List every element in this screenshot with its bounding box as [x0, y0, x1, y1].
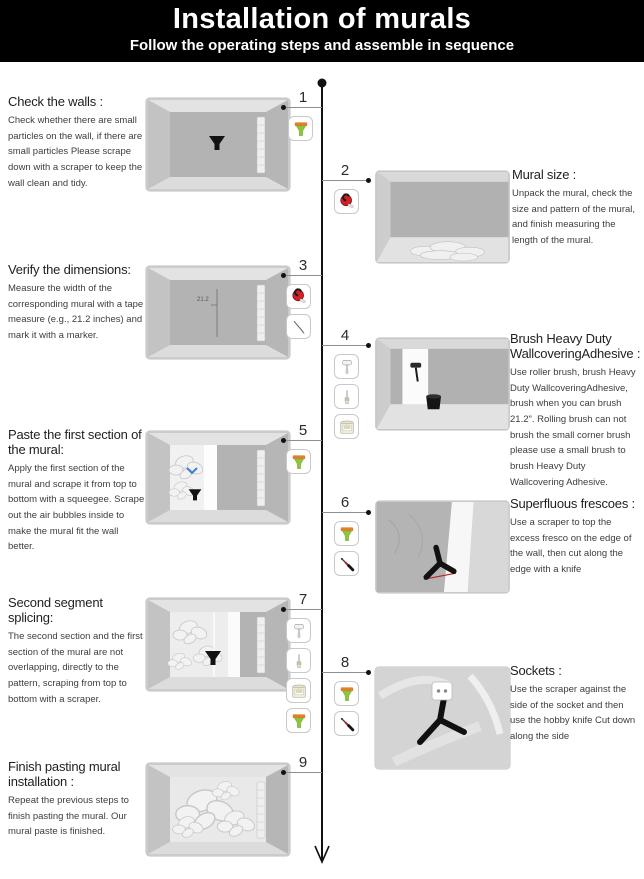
- step-1-text: [8, 95, 146, 191]
- step-title: Superfluous frescoes :: [510, 496, 635, 511]
- page-subtitle: Follow the operating steps and assemble in sequence: [129, 37, 515, 54]
- step-4-text: [510, 332, 642, 490]
- marker-icon: [286, 314, 311, 339]
- step-body: Repeat the previous steps to finish pasting the mural. Our mural paste is finished.: [8, 794, 129, 838]
- step-1-connector: [284, 88, 322, 108]
- step-body: Measure the width of the corresponding mural with a tape measure (e.g., 21.2 inches) and mark it with a marker.: [8, 282, 144, 341]
- scraper-icon: [288, 116, 313, 141]
- step-title: Check the walls :: [8, 94, 103, 109]
- scraper-icon: [334, 521, 359, 546]
- adhesive-strip: [402, 349, 428, 404]
- scraper-icon: [334, 681, 359, 706]
- step-body: Use roller brush, brush Heavy Duty WallcoveringAdhesive, brush when you can brush 21.2". Rolling brush can not brush the small corner brush please use a small brush to brush Heavy Duty Wallcovering Adhesive.: [510, 366, 636, 488]
- step-1-image: [145, 97, 291, 192]
- step-number: 3: [298, 257, 308, 274]
- step-5-tools: [286, 449, 313, 479]
- step-6-image: [374, 500, 511, 594]
- step-5-connector: [284, 421, 322, 441]
- step-body: Check whether there are small particles on the wall, if there are small particles Please scrape down with a scraper to keep the wall clean and tidy.: [8, 114, 143, 189]
- step-8-connector: [322, 653, 368, 673]
- step-6-connector: [322, 493, 368, 513]
- brush-icon: [334, 384, 359, 409]
- wall-socket: [432, 682, 452, 700]
- scraper-icon: [286, 449, 311, 474]
- step-number: 4: [340, 327, 350, 344]
- step-title: Second segment splicing:: [8, 595, 103, 625]
- step-body: Use the scraper against the side of the socket and then use the hobby knife Cut down along the side: [510, 683, 636, 742]
- page-title: Installation of murals: [172, 3, 472, 35]
- step-7-image: [145, 597, 291, 692]
- step-9-image: [145, 762, 291, 857]
- step-body: The second section and the first section of the mural are not overlapping, directly to the pattern, scraping from top to bottom with a scraper.: [8, 630, 143, 705]
- step-title: Brush Heavy Duty WallcoveringAdhesive :: [510, 331, 641, 361]
- step-2-tools: [334, 189, 361, 219]
- step-body: Use a scraper to top the excess fresco on the edge of the wall, then cut along the edge with a knife: [510, 516, 632, 575]
- step-8-tools: [334, 681, 361, 741]
- step-title: Paste the first section of the mural:: [8, 427, 142, 457]
- scraper-icon: [286, 708, 311, 733]
- step-8-text: [510, 664, 640, 745]
- step-2-connector: [322, 161, 368, 181]
- step-number: 8: [340, 654, 350, 671]
- step-5-image: [145, 430, 291, 525]
- step-8-image: [374, 666, 511, 770]
- step-3-image: [145, 265, 291, 360]
- knife-icon: [334, 551, 359, 576]
- step-3-text: [8, 263, 146, 344]
- step-7-tools: [286, 618, 313, 738]
- roller-icon: [334, 354, 359, 379]
- step-5-text: [8, 428, 146, 555]
- step-1-tools: [288, 116, 315, 146]
- step-4-tools: [334, 354, 361, 444]
- step-9-text: [8, 760, 146, 840]
- step-7-connector: [284, 590, 322, 610]
- bucket-icon: [334, 414, 359, 439]
- brush-icon: [286, 648, 311, 673]
- step-number: 7: [298, 591, 308, 608]
- step-6-tools: [334, 521, 361, 581]
- step-body: Apply the first section of the mural and scrape it from top to bottom with a squeegee. Scrape out the air bubbles inside to make the mural fit the wall better.: [8, 462, 145, 553]
- tape-measure-icon: [286, 284, 311, 309]
- step-2-image: [374, 170, 511, 264]
- step-3-connector: [284, 256, 322, 276]
- step-title: Sockets :: [510, 663, 562, 678]
- step-number: 6: [340, 494, 350, 511]
- tape-measure-icon: [334, 189, 359, 214]
- step-4-image: [374, 337, 511, 431]
- bucket-silhouette: [426, 394, 441, 409]
- step-body: Unpack the mural, check the size and pattern of the mural, and finish measuring the length of the mural.: [512, 187, 636, 246]
- step-6-text: [510, 497, 640, 578]
- step-7-text: [8, 596, 150, 707]
- step-number: 5: [298, 422, 308, 439]
- step-title: Finish pasting mural installation :: [8, 759, 121, 789]
- header: [0, 0, 644, 62]
- step-number: 1: [298, 89, 308, 106]
- step-title: Mural size :: [512, 167, 577, 182]
- step-9-connector: [284, 753, 322, 773]
- step-title: Verify the dimensions:: [8, 262, 131, 277]
- knife-icon: [334, 711, 359, 736]
- step-number: 9: [298, 754, 308, 771]
- roller-icon: [286, 618, 311, 643]
- step-2-text: [512, 168, 640, 249]
- step-number: 2: [340, 162, 350, 179]
- step-4-connector: [322, 326, 368, 346]
- bucket-icon: [286, 678, 311, 703]
- measurement-label: 21.2: [197, 297, 209, 303]
- step-3-tools: [286, 284, 313, 344]
